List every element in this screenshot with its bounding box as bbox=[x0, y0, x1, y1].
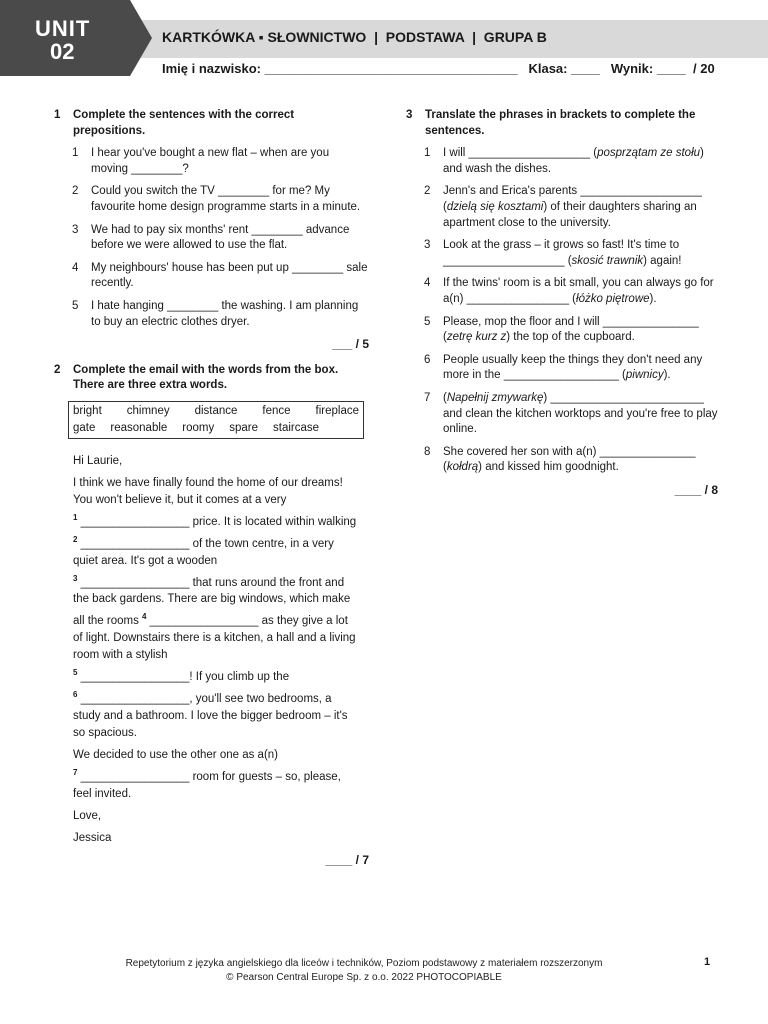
sentence-fragment: ) and kissed him goodnight. bbox=[478, 461, 619, 474]
email-greeting: Hi Laurie, bbox=[73, 454, 123, 467]
exercise3-heading bbox=[406, 108, 718, 139]
exercise1-title: Complete the sentences with the correct prepositions. bbox=[73, 109, 295, 137]
sentence-fragment: ) again! bbox=[643, 254, 682, 267]
exercise3-item bbox=[406, 353, 718, 384]
sentence-fragment: I will ___________________ ( bbox=[443, 147, 598, 160]
exercise3-number: 3 bbox=[406, 109, 413, 121]
exercise1-item bbox=[54, 299, 369, 330]
gap-number: 2 bbox=[73, 534, 78, 544]
footer-publication: Repetytorium z języka angielskiego dla liceów i techników, Poziom podstawowy z materiałem rozszerzonym bbox=[125, 958, 603, 969]
polish-phrase: łóżko piętrowe bbox=[576, 292, 650, 305]
item-text bbox=[443, 184, 718, 231]
exercise1-item bbox=[54, 261, 369, 292]
email-fragment: _________________ as they give a lot of light. Downstairs there is a kitchen, a hall and a living room with a stylish bbox=[73, 615, 356, 662]
item-text bbox=[443, 353, 718, 384]
email-fragment: _________________ of the town centre, in a very quiet area. It's got a wooden bbox=[73, 537, 334, 567]
gap-number: 4 bbox=[142, 612, 147, 622]
exercise1-item bbox=[54, 146, 369, 177]
polish-phrase: posprzątam ze stołu bbox=[597, 147, 701, 160]
item-number: 2 bbox=[424, 185, 431, 198]
exercise3-items bbox=[406, 146, 718, 476]
page-title: KARTKÓWKA ▪ SŁOWNICTWO | PODSTAWA | GRUPA B bbox=[162, 29, 547, 45]
email-fragment: _________________ room for guests – so, please, feel invited. bbox=[73, 770, 341, 800]
sentence-fragment: Please, mop the floor and I will _______________ ( bbox=[443, 315, 699, 344]
sentence-fragment: Look at the grass – it grows so fast! It's time to ___________________ ( bbox=[443, 239, 680, 267]
page-number: 1 bbox=[704, 956, 711, 968]
word-box-row bbox=[73, 403, 359, 420]
word-box-row bbox=[73, 420, 359, 437]
item-number: 4 bbox=[424, 277, 431, 290]
exercise3-score: ____ / 8 bbox=[674, 482, 718, 497]
word-item: fence bbox=[262, 404, 291, 417]
gap-number: 7 bbox=[73, 767, 78, 777]
word-item: spare bbox=[229, 421, 259, 434]
exercise1-score: ___ / 5 bbox=[332, 337, 369, 352]
word-item: staircase bbox=[273, 421, 320, 434]
exercise3-item bbox=[406, 146, 718, 177]
sentence-fragment: ). bbox=[663, 369, 671, 382]
sentence-fragment: ) and wash the dishes. bbox=[443, 147, 704, 175]
email-paragraph bbox=[73, 747, 358, 803]
exercise3-title: Translate the phrases in brackets to complete the sentences. bbox=[425, 109, 696, 137]
exercise3-item bbox=[406, 276, 718, 307]
item-text: I hate hanging ________ the washing. I am planning to buy an electric clothes dryer. bbox=[91, 299, 359, 328]
sentence-fragment: She covered her son with a(n) _______________ ( bbox=[443, 445, 696, 474]
exercise2-score: ____ / 7 bbox=[325, 852, 369, 867]
word-item: distance bbox=[194, 404, 238, 417]
exercise2-number: 2 bbox=[54, 363, 61, 376]
left-column bbox=[54, 108, 369, 878]
item-number: 6 bbox=[424, 353, 431, 366]
item-text: I hear you've bought a new flat – when are you moving ________? bbox=[91, 147, 330, 175]
word-item: gate bbox=[73, 421, 96, 434]
word-item: reasonable bbox=[110, 421, 168, 434]
gap-number: 6 bbox=[73, 690, 78, 700]
footer-copyright: © Pearson Central Europe Sp. z o.o. 2022 PHOTOCOPIABLE bbox=[226, 972, 502, 983]
polish-phrase: Napełnij zmywarkę bbox=[446, 391, 544, 404]
unit-label: UNIT bbox=[35, 16, 91, 41]
item-number: 3 bbox=[72, 223, 79, 236]
sentence-fragment: ) of their daughters sharing an apartment close to the university. bbox=[443, 200, 697, 229]
item-text: Could you switch the TV ________ for me? My favourite home design programme starts in a minute. bbox=[91, 185, 361, 213]
item-text bbox=[443, 146, 718, 177]
email-fragment: _________________! If you climb up the bbox=[77, 671, 290, 684]
email-fragment: _________________ that runs around the front and the back gardens. There are big windows, which make all the rooms bbox=[73, 576, 351, 628]
sentence-fragment: ). bbox=[649, 292, 657, 305]
gap-number: 5 bbox=[73, 668, 78, 678]
sentence-fragment: Jenn's and Erica's parents ___________________ ( bbox=[443, 185, 702, 213]
polish-phrase: piwnicy bbox=[625, 369, 664, 382]
item-text bbox=[443, 238, 718, 269]
exercise1-item bbox=[54, 223, 369, 254]
email-fragment: I think we have finally found the home of our dreams! You won't believe it, but it comes at a very bbox=[73, 476, 343, 506]
item-number: 7 bbox=[424, 391, 431, 404]
exercise1-item bbox=[54, 184, 369, 215]
exercise3-item bbox=[406, 315, 718, 346]
sentence-fragment: If the twins' room is a bit small, you can always go for a(n) ________________ ( bbox=[443, 277, 714, 305]
item-number: 5 bbox=[72, 299, 79, 312]
item-number: 4 bbox=[72, 261, 79, 274]
polish-phrase: kołdrą bbox=[446, 461, 479, 474]
item-number: 1 bbox=[72, 147, 79, 160]
sentence-fragment: ) the top of the cupboard. bbox=[506, 331, 635, 344]
right-column bbox=[406, 108, 718, 508]
sentence-fragment: ( bbox=[443, 391, 447, 404]
polish-phrase: dzielą się kosztami bbox=[446, 200, 544, 213]
student-info-line: Imię i nazwisko: ___________________________________ Klasa: ____ Wynik: ____ / 20 bbox=[162, 61, 715, 76]
polish-phrase: zetrę kurz z bbox=[446, 331, 507, 344]
item-number: 3 bbox=[424, 239, 431, 252]
item-text: My neighbours' house has been put up ________ sale recently. bbox=[91, 261, 368, 290]
item-text bbox=[443, 276, 718, 307]
email-signature: Jessica bbox=[73, 831, 112, 844]
word-item: chimney bbox=[126, 404, 170, 417]
exercise2-heading bbox=[54, 363, 369, 394]
exercise1-heading bbox=[54, 108, 369, 139]
item-number: 8 bbox=[424, 445, 431, 458]
sentence-fragment: ) ________________________ and clean the kitchen worktops and you're free to play online. bbox=[443, 391, 718, 436]
unit-number: 02 bbox=[50, 39, 75, 64]
gap-number: 1 bbox=[73, 512, 78, 522]
exercise1-items bbox=[54, 146, 369, 330]
exercise3-item bbox=[406, 391, 718, 438]
email-fragment: _________________ price. It is located within walking bbox=[77, 515, 357, 528]
item-number: 2 bbox=[72, 185, 79, 198]
item-number: 5 bbox=[424, 315, 431, 328]
word-item: fireplace bbox=[315, 404, 359, 417]
email-fragment: We decided to use the other one as a(n) bbox=[73, 748, 279, 761]
exercise1-number: 1 bbox=[54, 109, 61, 121]
email-text bbox=[73, 453, 358, 847]
item-text bbox=[443, 391, 718, 438]
exercise3-item bbox=[406, 445, 718, 476]
item-number: 1 bbox=[424, 147, 431, 160]
email-paragraph bbox=[73, 475, 358, 742]
word-item: bright bbox=[73, 404, 102, 417]
item-text: We had to pay six months' rent ________ advance before we were allowed to use the flat. bbox=[91, 223, 350, 252]
sentence-fragment: People usually keep the things they don't need any more in the __________________ ( bbox=[443, 353, 703, 382]
word-box bbox=[68, 401, 364, 439]
exercise3-item bbox=[406, 238, 718, 269]
exercise3-item bbox=[406, 184, 718, 231]
word-item: roomy bbox=[182, 421, 215, 434]
polish-phrase: skosić trawnik bbox=[571, 254, 644, 267]
item-text bbox=[443, 315, 718, 346]
exercise2-title: Complete the email with the words from the box. There are three extra words. bbox=[73, 363, 339, 392]
gap-number: 3 bbox=[73, 573, 78, 583]
email-signoff: Love, bbox=[73, 809, 102, 822]
email-fragment: _________________, you'll see two bedrooms, a study and a bathroom. I love the bigger bedroom – it's so spacious. bbox=[73, 692, 348, 739]
item-text bbox=[443, 445, 718, 476]
